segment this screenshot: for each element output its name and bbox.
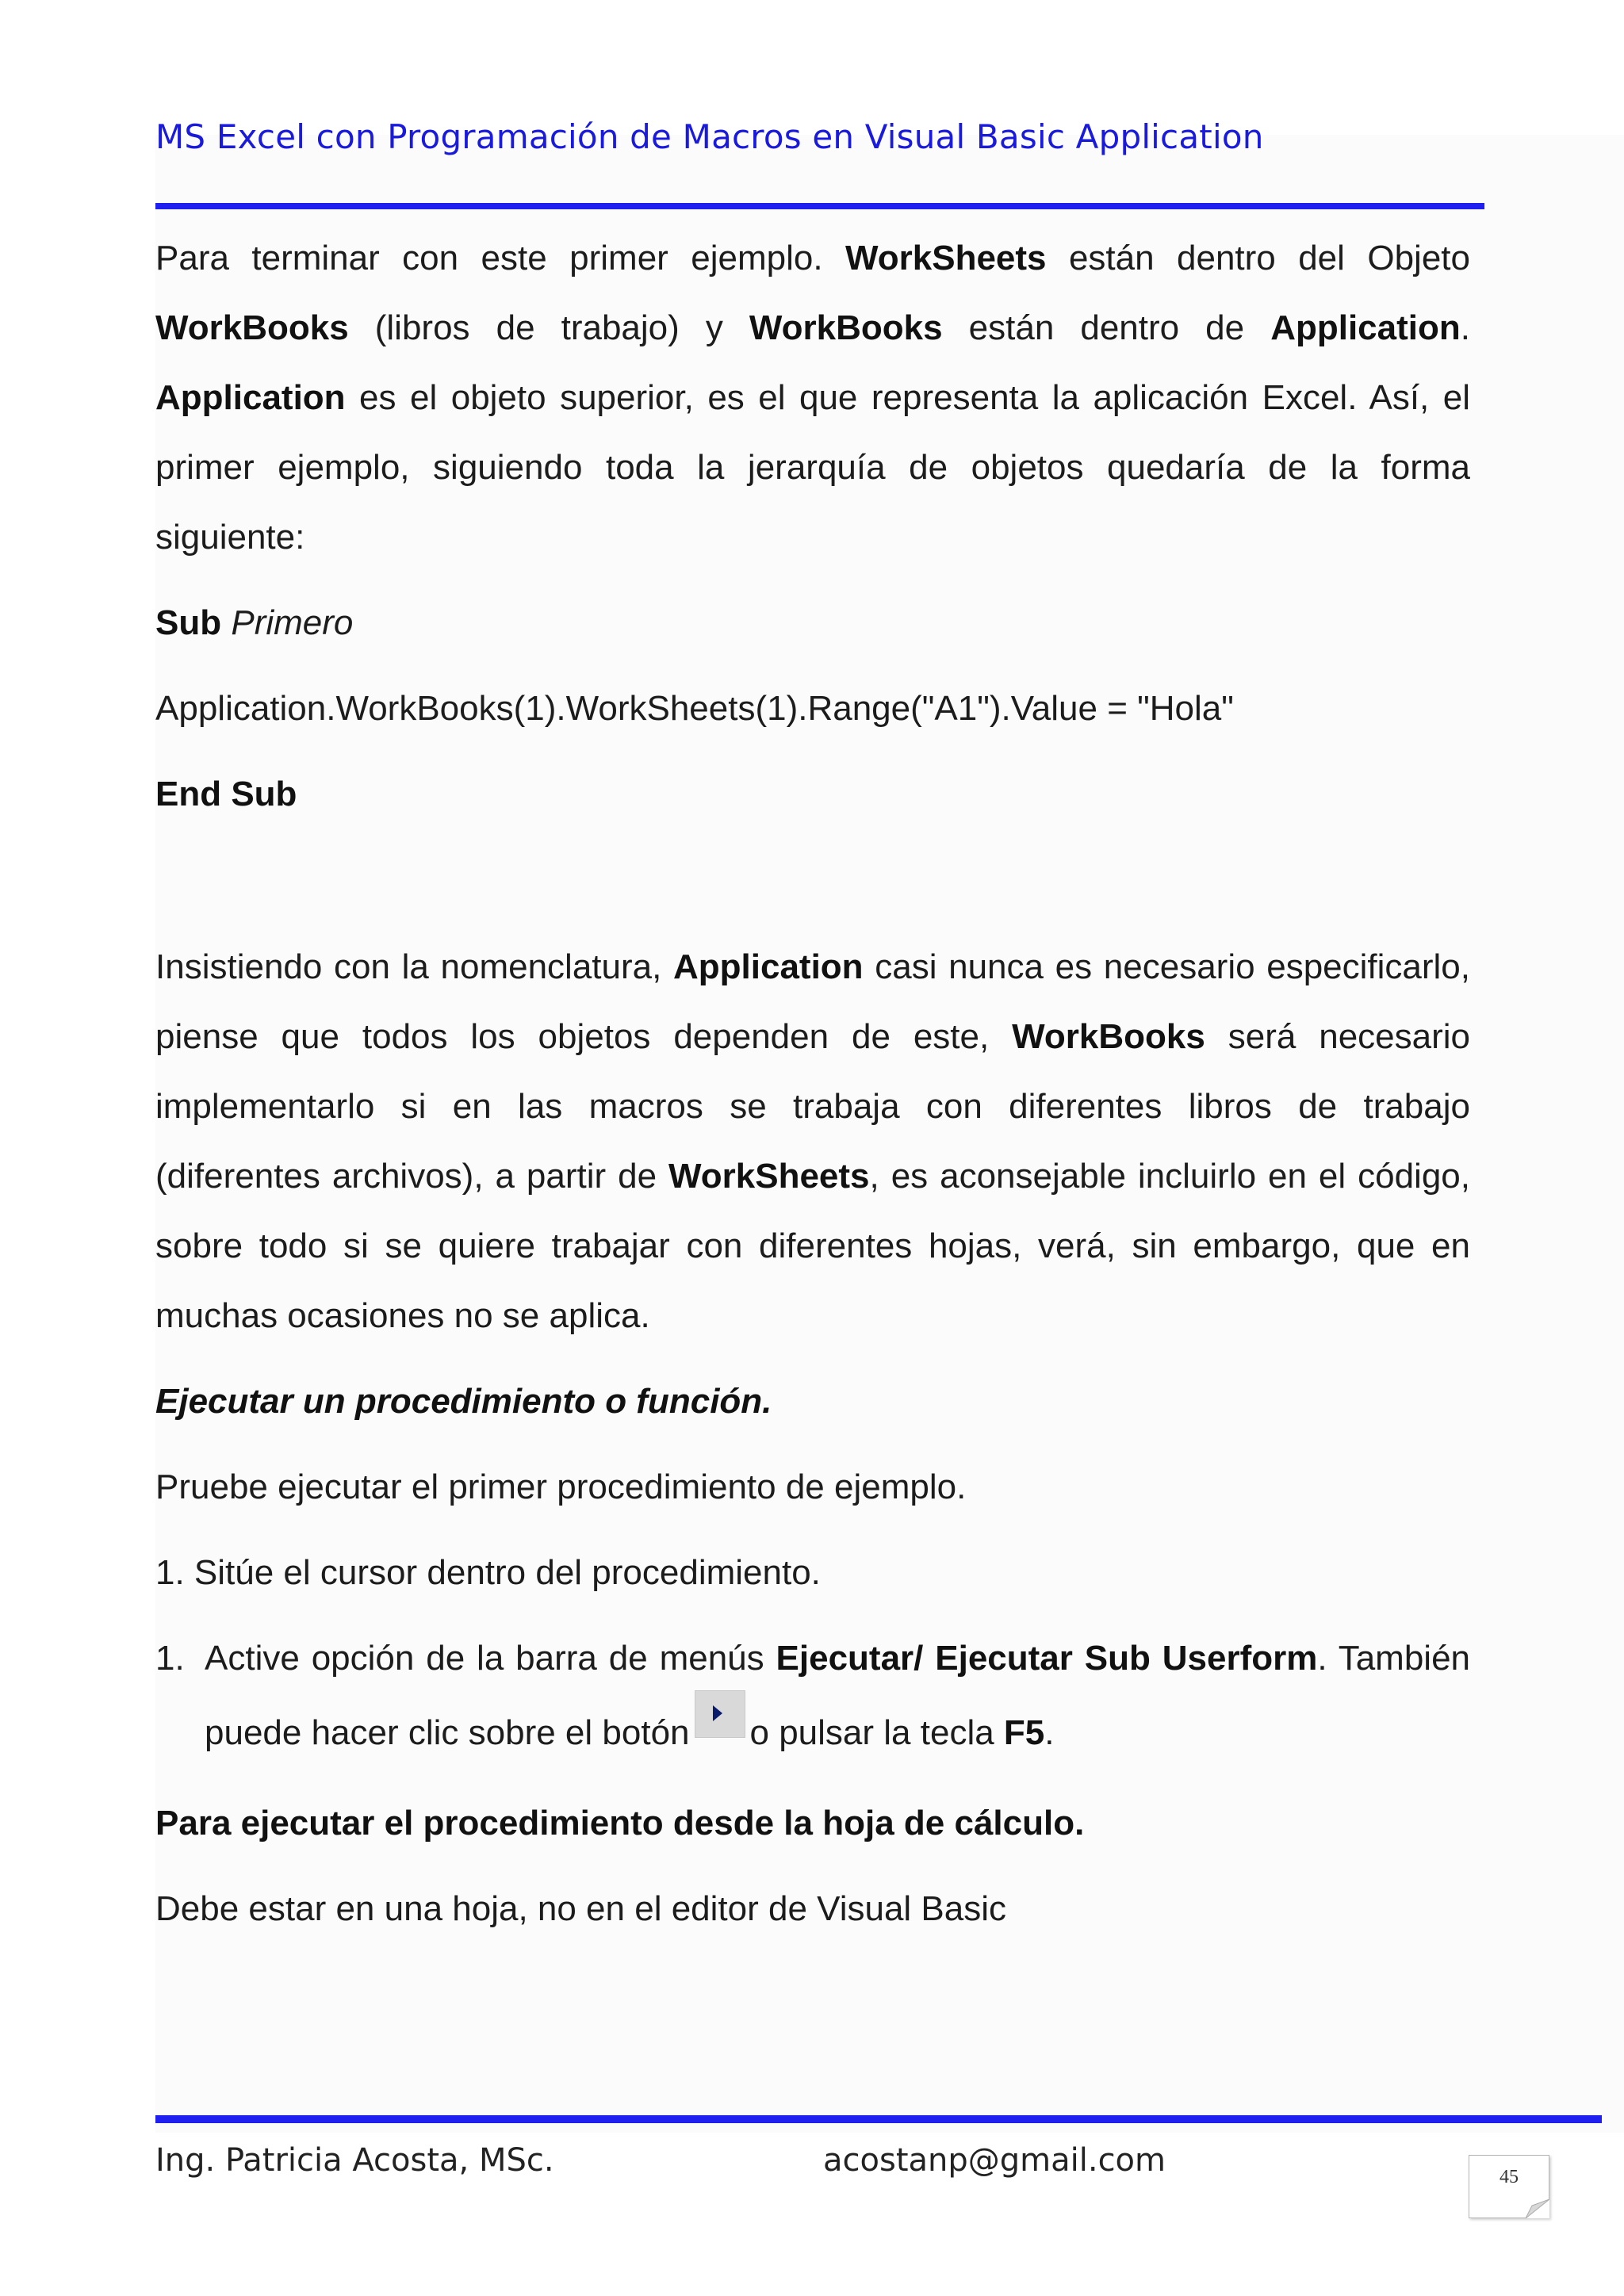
paragraph-nomenclature xyxy=(155,932,1470,1351)
page-content xyxy=(155,224,1470,1944)
text-line: sobre todo si se quiere trabajar con diferentes hojas, verá, sin embargo, que en xyxy=(155,1226,1470,1265)
section-heading: Ejecutar un procedimiento o función. xyxy=(155,1382,772,1421)
code-sub-name: Primero xyxy=(231,603,354,642)
code-keyword: Sub xyxy=(155,603,222,642)
page-header-title: MS Excel con Programación de Macros en Visual Basic Application xyxy=(155,117,1264,156)
section-heading: Para ejecutar el procedimiento desde la hoja de cálculo. xyxy=(155,1804,1085,1843)
text-line: Insistiendo con la nomenclatura, Application casi nunca es necesario especificarlo, xyxy=(155,947,1471,986)
text-line: implementarlo si en las macros se trabaja con diferentes libros de trabajo xyxy=(155,1087,1470,1126)
code-statement: Application.WorkBooks(1).WorkSheets(1).Range("A1").Value = "Hola" xyxy=(155,689,1234,728)
text-line: Active opción de la barra de menús Ejecutar/ Ejecutar Sub Userform. También xyxy=(205,1639,1471,1678)
list-item xyxy=(155,1624,1470,1773)
footer-email: acostanp@gmail.com xyxy=(823,2142,1166,2179)
text-line: Application es el objeto superior, es el que representa la aplicación Excel. Así, el xyxy=(155,378,1470,417)
play-triangle-icon xyxy=(713,1705,724,1721)
text-line: puede hacer clic sobre el botón o pulsar la tecla F5. xyxy=(205,1693,1470,1773)
run-sub-button[interactable] xyxy=(695,1690,745,1738)
list-number: 1. xyxy=(155,1639,185,1678)
text-line: piense que todos los objetos dependen de este, WorkBooks será necesario xyxy=(155,1017,1471,1056)
footer-author: Ing. Patricia Acosta, MSc. xyxy=(155,2142,554,2179)
code-sub-line xyxy=(155,588,1470,658)
list-item: 1. Sitúe el cursor dentro del procedimiento. xyxy=(155,1553,821,1592)
section-intro: Pruebe ejecutar el primer procedimiento de ejemplo. xyxy=(155,1468,967,1506)
text-line: (diferentes archivos), a partir de WorkSheets, es aconsejable incluirlo en el código, xyxy=(155,1157,1470,1196)
text-line: muchas ocasiones no se aplica. xyxy=(155,1296,650,1335)
text-line: Para terminar con este primer ejemplo. WorkSheets están dentro del Objeto xyxy=(155,239,1471,277)
header-rule xyxy=(155,203,1484,209)
text-line: WorkBooks (libros de trabajo) y WorkBooks están dentro de Application. xyxy=(155,308,1470,347)
page-number-box xyxy=(1469,2155,1549,2218)
footer-rule xyxy=(155,2115,1602,2123)
section-text: Debe estar en una hoja, no en el editor de Visual Basic xyxy=(155,1889,1007,1928)
page-curl-icon xyxy=(1526,2199,1549,2218)
code-end-sub: End Sub xyxy=(155,775,297,813)
paragraph-hierarchy xyxy=(155,224,1470,572)
page-number: 45 xyxy=(1500,2167,1519,2187)
text-line: siguiente: xyxy=(155,518,305,557)
text-line: primer ejemplo, siguiendo toda la jerarquía de objetos quedaría de la forma xyxy=(155,448,1470,487)
